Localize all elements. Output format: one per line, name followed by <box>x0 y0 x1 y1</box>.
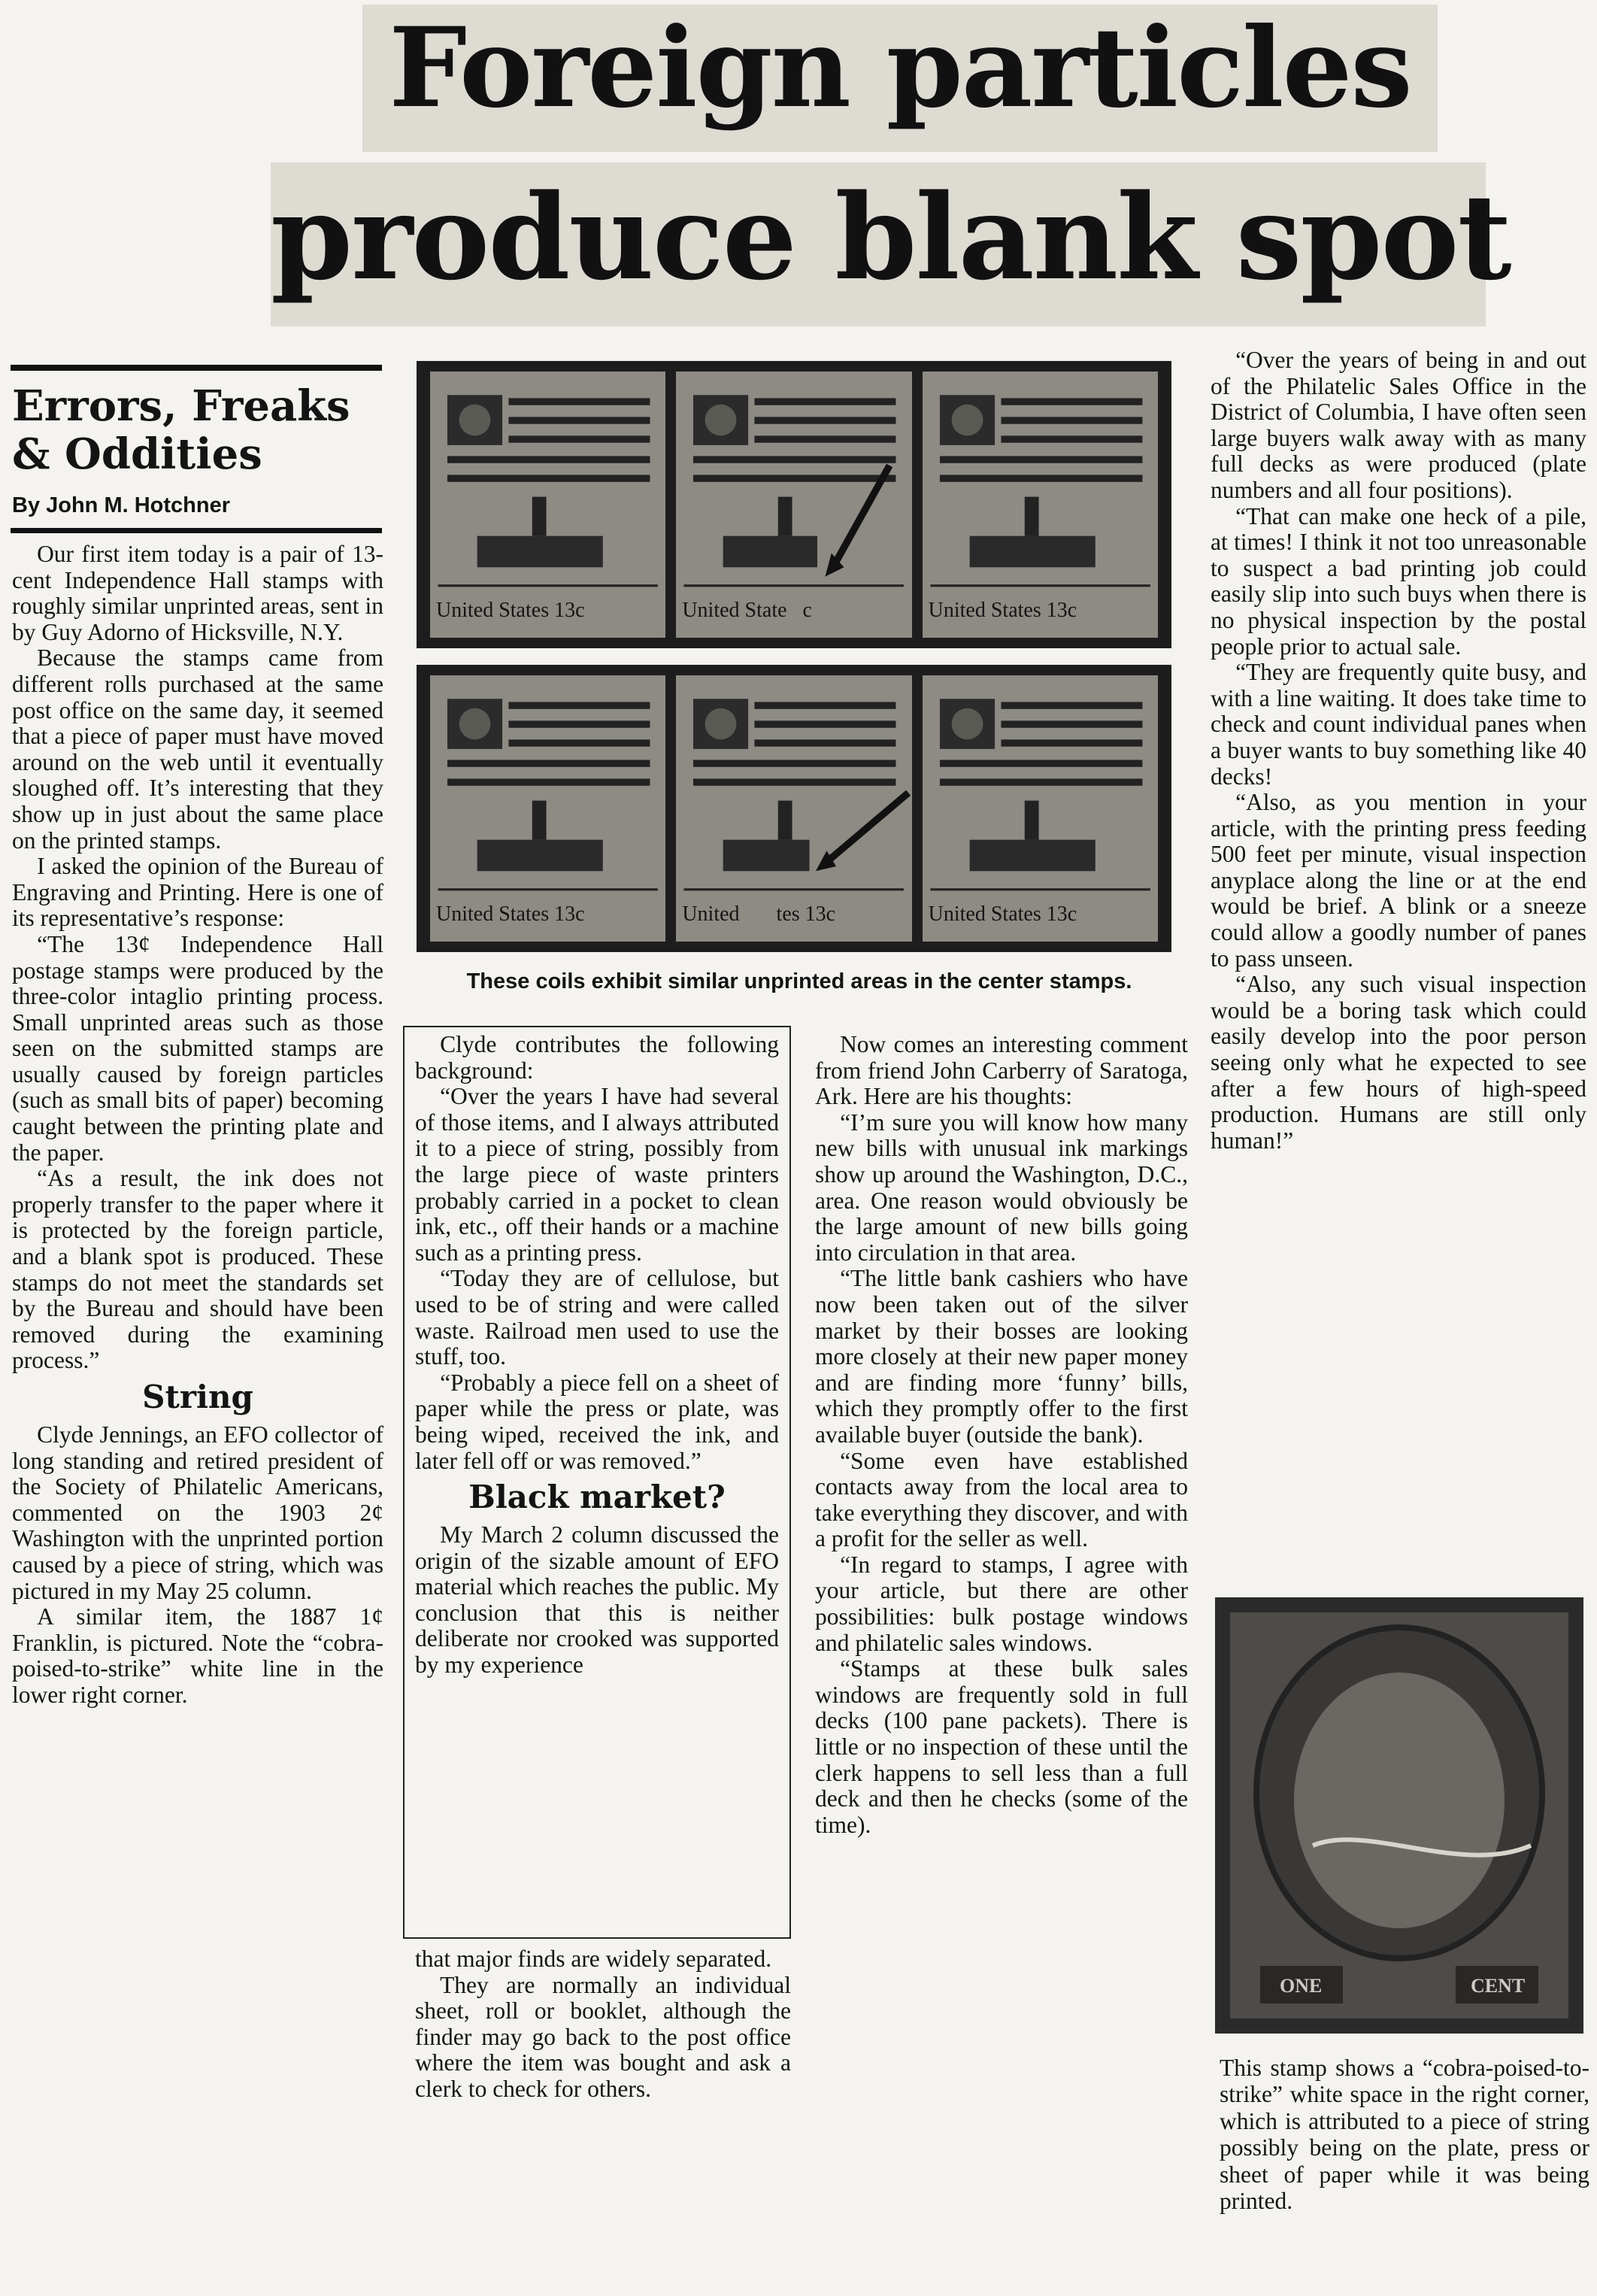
paragraph: I asked the opinion of the Bureau of Engraving and Printing. Here is one of its representative’s response: <box>12 853 383 932</box>
paragraph: Because the stamps came from different rolls purchased at the same post office on the same day, it seemed that a piece of paper must have moved around on the web until it eventually sloughed off. It’s interesting that they show up in just about the same place on the printed stamps. <box>12 645 383 854</box>
stamp-label: United States 13c <box>928 902 1077 926</box>
column-title-line-2: & Oddities <box>12 429 262 479</box>
paragraph: They are normally an individual sheet, roll or booklet, although the finder may go back to the post office where the item was bought and ask a clerk to check for others. <box>415 1971 791 2102</box>
headline-line-2: produce blank spot <box>271 162 1486 326</box>
headline-line-1: Foreign particles <box>362 5 1438 152</box>
paragraph: “Stamps at these bulk sales windows are frequently sold in full decks (100 pane packets). There is little or no inspection of these until the clerk happens to sell less than a full deck and then he checks (some of the time). <box>815 1655 1188 1838</box>
paragraph: Our first item today is a pair of 13-cent Independence Hall stamps with roughly similar unprinted areas, sent in by Guy Adorno of Hicksville, N.Y. <box>12 541 383 645</box>
stamp-label: United States 13c <box>436 599 585 622</box>
coil-stamp <box>923 372 1158 638</box>
paragraph: “They are frequently quite busy, and with a line waiting. It does take time to check and count individual panes when a buyer wants to buy something like 40 decks! <box>1211 659 1586 790</box>
paragraph: “Today they are of cellulose, but used to be of string and were called waste. Railroad men used to use the stuff, too. <box>415 1265 779 1370</box>
paragraph: “In regard to stamps, I agree with your article, but there are other possibilities: bulk postage windows and philatelic sales windows. <box>815 1551 1188 1656</box>
coil-stamp <box>430 675 665 942</box>
paragraph: “Also, any such visual inspection would be a boring task which could easily develop into the poor person seeing only what he expected to see after a few hours of high-speed production. Humans are still only human!” <box>1211 971 1586 1154</box>
column-4 <box>1211 347 1586 1154</box>
paragraph: “The 13¢ Independence Hall postage stamps were produced by the three-color intaglio printing process. Small unprinted areas such as those seen on the submitted stamps are usually caused by foreign particles (such as small bits of paper) becoming caught between the printing plate and the paper. <box>12 930 383 1166</box>
subhead-black-market: Black market? <box>468 1479 726 1516</box>
paragraph: “Over the years of being in and out of the Philatelic Sales Office in the District of Columbia, I have often seen large buyers walk away with as many full decks as were produced (plate numbers and all four positions). <box>1211 347 1586 503</box>
stamp-label: United tes 13c <box>682 902 836 926</box>
franklin-stamp-photo <box>1215 1597 1583 2034</box>
paragraph: Now comes an interesting comment from friend John Carberry of Saratoga, Ark. Here are his thoughts: <box>815 1031 1188 1110</box>
paragraph: “I’m sure you will know how many new bills with unusual ink markings show up around the Washington, D.C., area. One reason would obviously be the large amount of new bills going into circulation in that area. <box>815 1109 1188 1266</box>
column-1 <box>12 541 383 1709</box>
column-title <box>12 382 383 478</box>
column-3 <box>815 1032 1188 1838</box>
franklin-caption: This stamp shows a “cobra-poised-to-strike” white space in the right corner, which is attributed to a piece of string possibly being on the plate, press or sheet of paper while it was being printed. <box>1220 2055 1589 2215</box>
paragraph: “The little bank cashiers who have now been taken out of the silver market by their bosses are looking more closely at their new paper money and are finding more ‘funny’ bills, which they promptly offer to the first available buyer (outside the bank). <box>815 1265 1188 1448</box>
paragraph: “Also, as you mention in your article, with the printing press feeding 500 feet per minute, visual inspection anyplace along the line or at the end would be brief. A blink or a sneeze could allow a goodly number of panes to pass unseen. <box>1211 789 1586 972</box>
column-2-continued <box>415 1946 791 2103</box>
coil-strip-bottom <box>417 665 1171 952</box>
paragraph: “As a result, the ink does not properly transfer to the paper where it is protected by the foreign particle, and a blank spot is produced. These stamps do not meet the standards set by the Bureau and should have been removed during the examining process.” <box>12 1165 383 1374</box>
stamp-label: United States 13c <box>436 902 585 926</box>
coil-stamp-defect <box>676 675 911 942</box>
coil-strip-top <box>417 361 1171 648</box>
paragraph: “Some even have established contacts away from the local area to take everything they discover, and with a profit for the seller as well. <box>815 1447 1188 1552</box>
coil-stamp <box>430 372 665 638</box>
stamp-label: United States 13c <box>928 599 1077 622</box>
paragraph: that major finds are widely separated. <box>415 1946 772 1972</box>
paragraph: A similar item, the 1887 1¢ Franklin, is pictured. Note the “cobra-poised-to-strike” white line in the lower right corner. <box>12 1603 383 1708</box>
column-2 <box>415 1032 779 1679</box>
paragraph: “Over the years I have had several of those items, and I always attributed it to a piece of string, possibly from the large piece of waste printers probably carried in a pocket to clean ink, etc., off their hands or a machine such as a printing press. <box>415 1083 779 1266</box>
header-rule-top <box>11 365 382 371</box>
coil-stamp-defect <box>676 372 911 638</box>
stamp-value-label: ONE <box>1280 1975 1323 1997</box>
stamp-value-label: CENT <box>1471 1975 1526 1997</box>
column-title-line-1: Errors, Freaks <box>12 381 350 431</box>
paragraph: “That can make one heck of a pile, at times! I think it not too unreasonable to suspect a bad printing job could easily slip into such buys when there is no physical inspection by the postal people prior to actual sale. <box>1211 502 1586 660</box>
subhead-string: String <box>142 1379 253 1415</box>
coil-stamp <box>923 675 1158 942</box>
paragraph: Clyde contributes the following background: <box>415 1031 779 1084</box>
header-rule-bottom <box>11 528 382 533</box>
paragraph: My March 2 column discussed the origin of the sizable amount of EFO material which reaches the public. My conclusion that this is neither deliberate nor crooked was supported by my experience <box>415 1521 779 1679</box>
byline: By John M. Hotchner <box>12 493 231 517</box>
paragraph: “Probably a piece fell on a sheet of paper while the press or plate, was being wiped, received the ink, and later fell off or was removed.” <box>415 1369 779 1474</box>
photo-caption: These coils exhibit similar unprinted areas in the center stamps. <box>466 969 1132 993</box>
stamp-label: United State c <box>682 599 812 622</box>
paragraph: Clyde Jennings, an EFO collector of long standing and retired president of the Society of Philatelic Americans, commented on the 1903 2¢ Washington with the unprinted portion caused by a piece of string, which was pictured in my May 25 column. <box>12 1421 383 1604</box>
